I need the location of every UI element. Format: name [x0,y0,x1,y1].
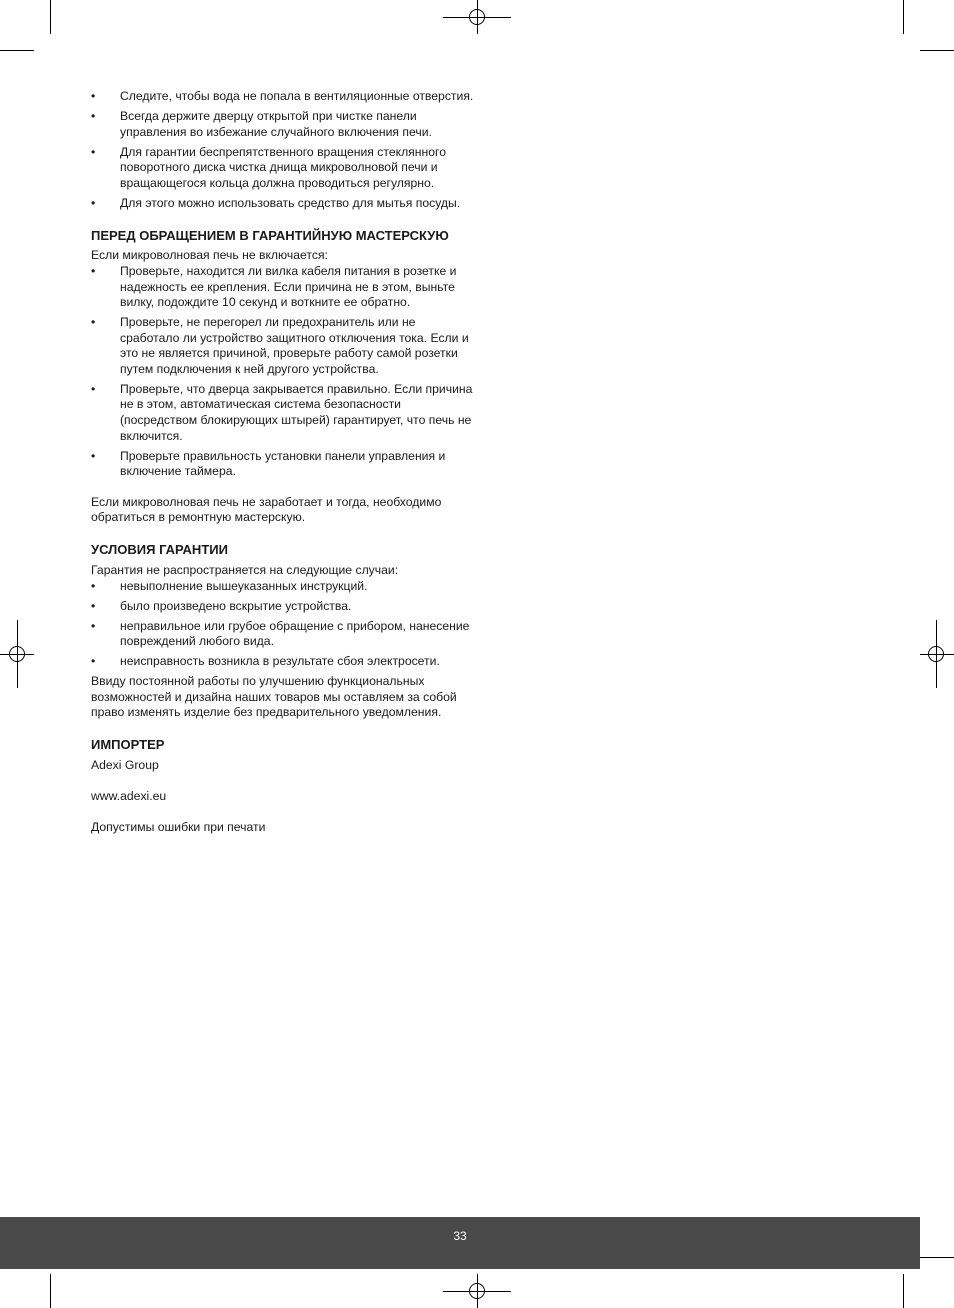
list-item: • невыполнение вышеуказанных инструкций. [91,579,475,595]
registration-mark [9,646,25,662]
print-disclaimer: Допустимы ошибки при печати [91,820,266,835]
section-heading-warranty: УСЛОВИЯ ГАРАНТИИ [91,542,228,557]
crop-mark [0,50,34,51]
list-item: • неисправность возникла в результате сбоя электросети. [91,654,475,670]
crop-mark [903,0,904,34]
repair-outro: Если микроволновая печь не заработает и тогда, необходимо обратиться в ремонтную мастерскую. [91,494,442,525]
crop-mark [50,0,51,34]
list-item: • Для этого можно использовать средство для мытья посуды. [91,196,475,212]
page-number: 33 [453,1229,467,1243]
crop-mark [50,1274,51,1308]
list-item: • Следите, чтобы вода не попала в вентиляционные отверстия. [91,89,475,105]
list-item: • Для гарантии беспрепятственного вращения стеклянного поворотного диска чистка днища микроволновой печи и вращающегося кольца должна проводиться регулярно. [91,145,475,192]
list-item: • неправильное или грубое обращение с прибором, нанесение повреждений любого вида. [91,619,475,650]
warranty-intro: Гарантия не распространяется на следующие случаи: [91,563,399,577]
registration-mark [928,646,944,662]
list-item: • Всегда держите дверцу открытой при чистке панели управления во избежание случайного включения печи. [91,109,475,140]
list-item: • Проверьте, что дверца закрывается правильно. Если причина не в этом, автоматическая система безопасности (посредством блокирующих штырей) гарантирует, что печь не включится. [91,382,475,444]
importer-company: Adexi Group [91,757,159,772]
warranty-outro: Ввиду постоянной работы по улучшению функциональных возможностей и дизайна наших товаров мы оставляем за собой право изменять изделие без предварительного уведомления. [91,674,457,720]
repair-list [91,264,475,480]
warranty-list [91,579,475,670]
list-item: • Проверьте, находится ли вилка кабеля питания в розетке и надежность ее крепления. Если причина не в этом, выньте вилку, подождите 10 секунд и воткните ее обратно. [91,264,475,311]
registration-mark [469,1283,485,1299]
page-footer [0,1217,920,1269]
registration-mark [469,9,485,25]
crop-mark [903,1274,904,1308]
care-list [91,89,475,211]
crop-mark [920,1257,954,1258]
list-item: • Проверьте, не перегорел ли предохранитель или не сработало ли устройство защитного отключения тока. Если и это не является причиной, проверьте работу самой розетки путем подключения к ней другого устройства. [91,315,475,377]
repair-intro: Если микроволновая печь не включается: [91,248,328,263]
section-heading-repair: ПЕРЕД ОБРАЩЕНИЕМ В ГАРАНТИЙНУЮ МАСТЕРСКУЮ [91,228,449,244]
importer-website[interactable]: www.adexi.eu [91,788,167,803]
page-content [91,89,475,836]
section-heading-importer: ИМПОРТЕР [91,736,165,752]
list-item: • было произведено вскрытие устройства. [91,599,475,615]
list-item: • Проверьте правильность установки панели управления и включение таймера. [91,449,475,480]
crop-mark [920,50,954,51]
